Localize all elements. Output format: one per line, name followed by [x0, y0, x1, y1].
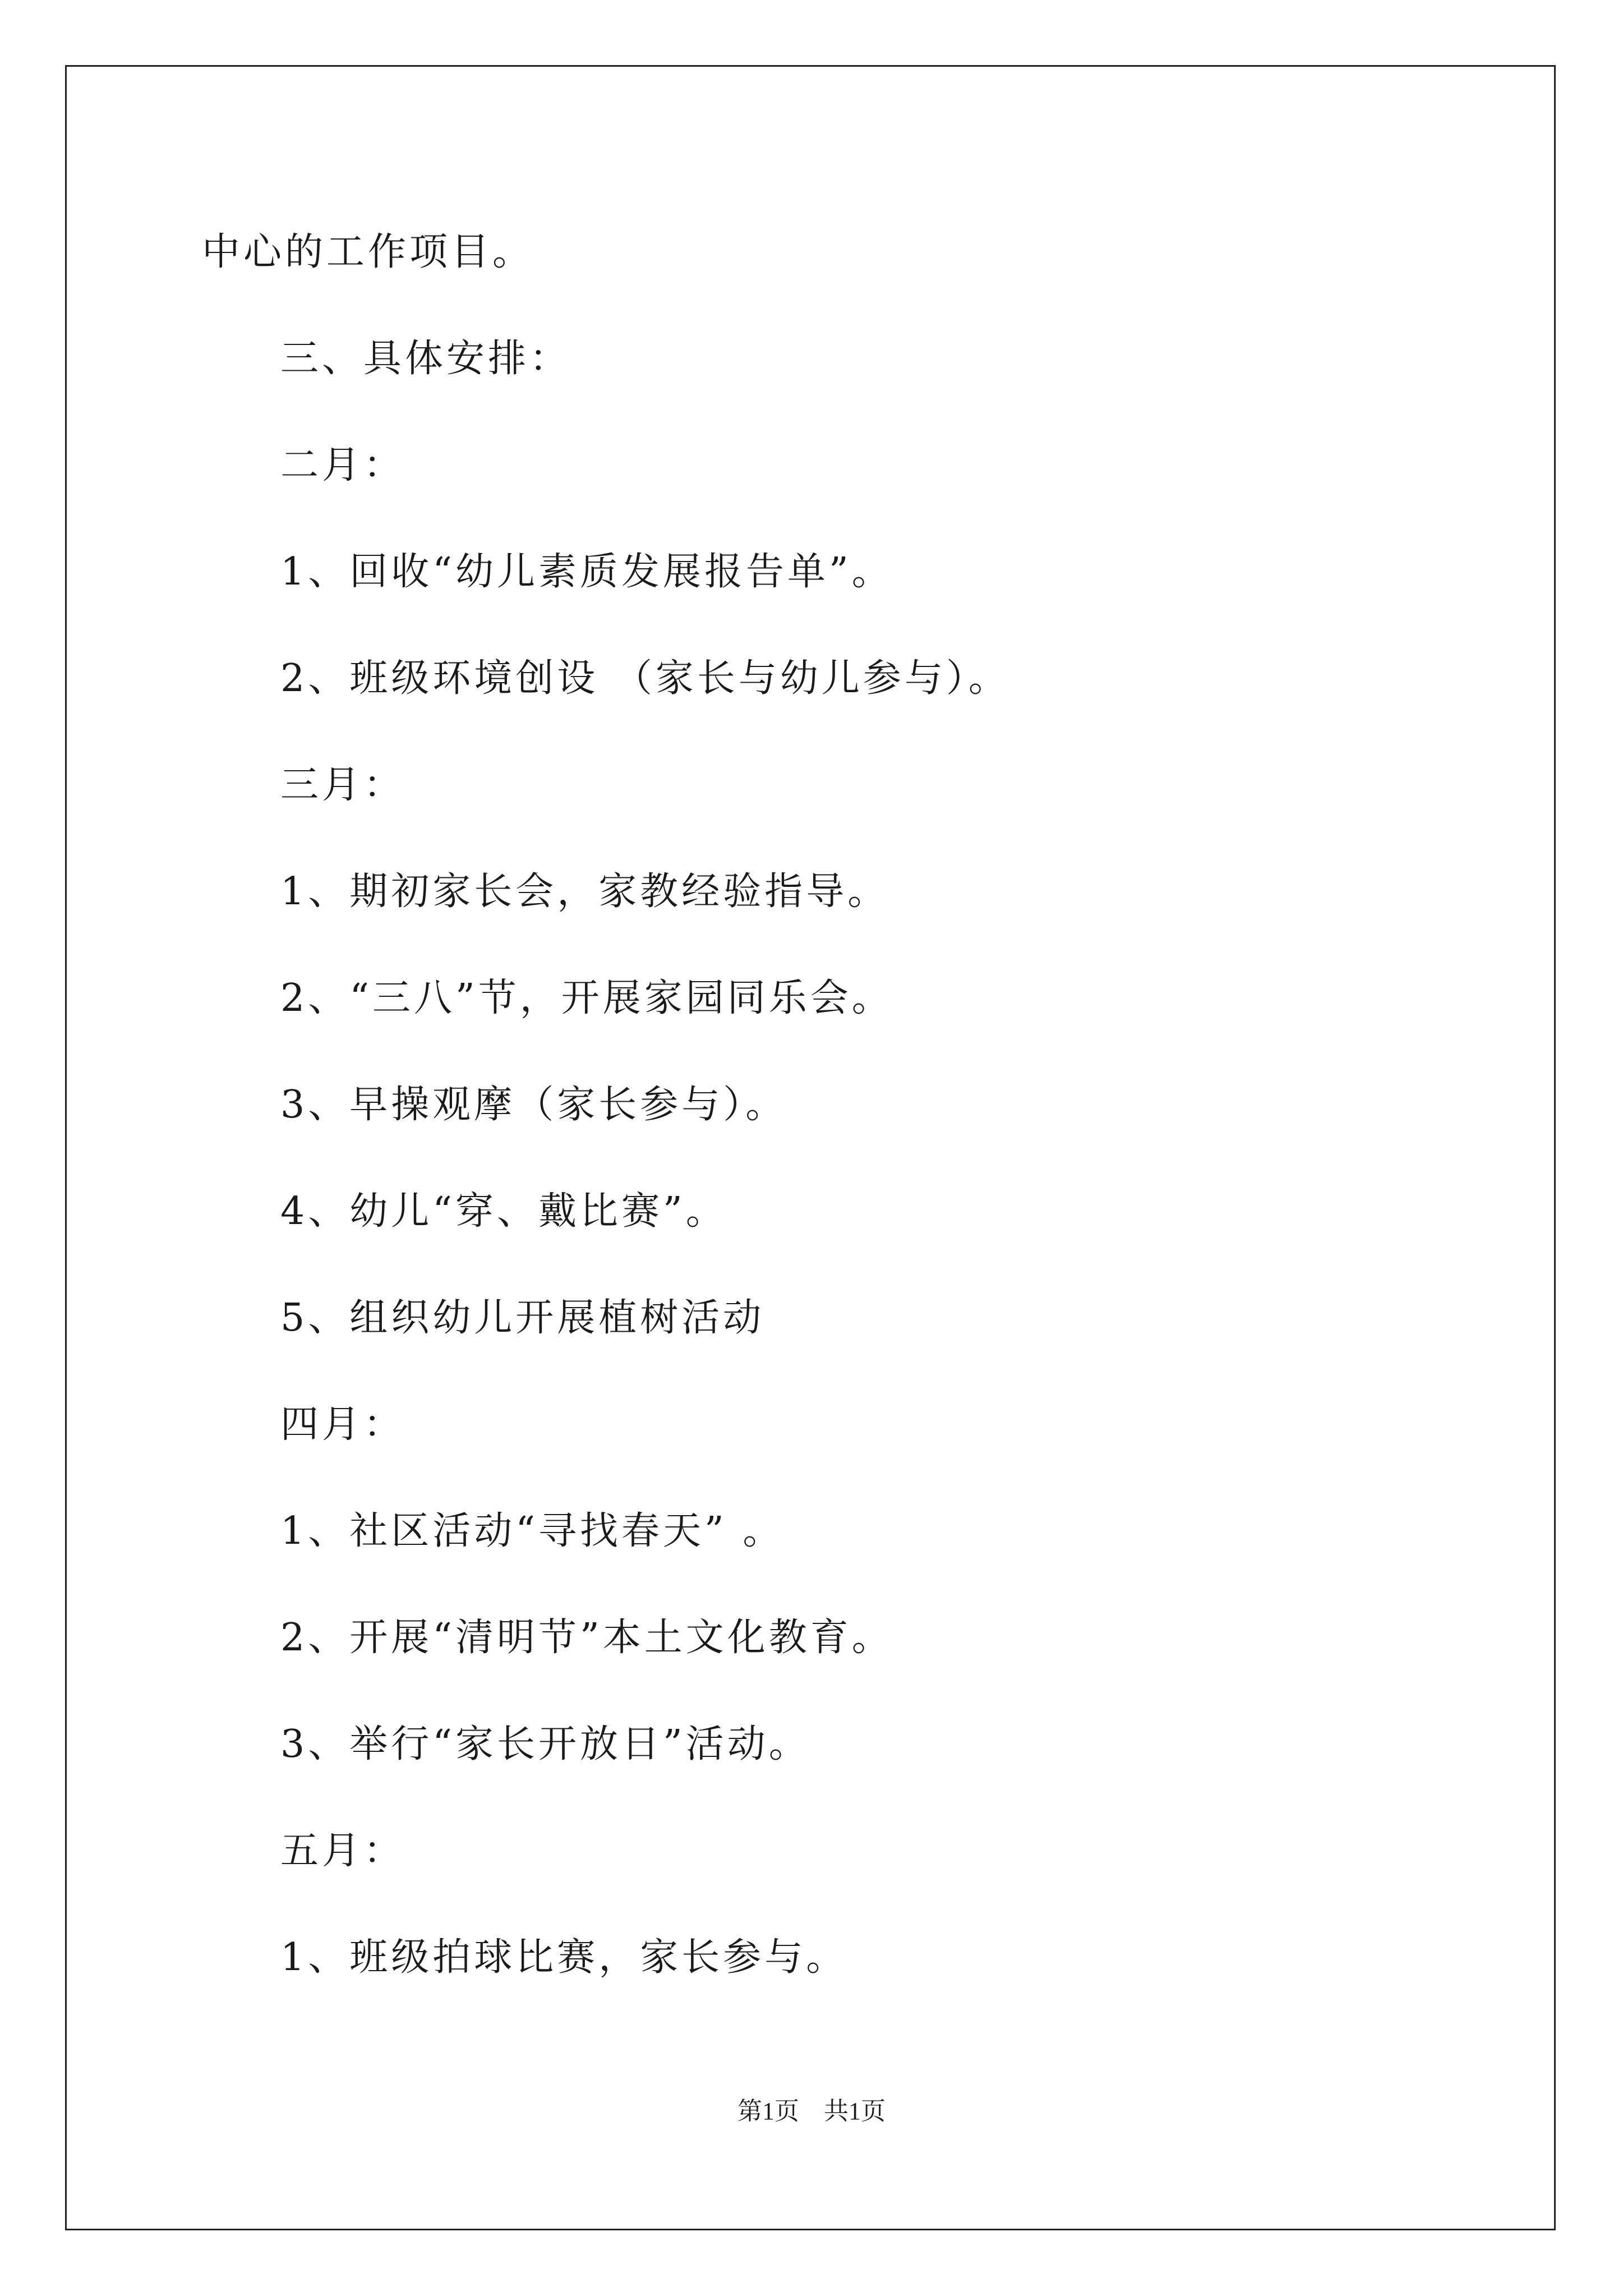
month-heading-may: 五月：: [280, 1829, 405, 1873]
month-heading-march: 三月：: [280, 763, 405, 807]
list-item-apr-3: 3、举行“家长开放日”活动。: [280, 1722, 810, 1766]
list-item-apr-2: 2、开展“清明节”本土文化教育。: [280, 1616, 893, 1660]
list-item-feb-2: 2、班级环境创设 （家长与幼儿参与）。: [280, 656, 1010, 701]
month-heading-april: 四月：: [280, 1402, 405, 1447]
text-line-intro: 中心的工作项目。: [202, 230, 534, 274]
list-item-mar-2: 2、“三八”节，开展家园同乐会。: [280, 976, 893, 1020]
page-border: [65, 65, 1556, 2230]
list-item-may-1: 1、班级拍球比赛，家长参与。: [280, 1935, 848, 1980]
list-item-mar-1: 1、期初家长会，家教经验指导。: [280, 869, 889, 914]
list-item-feb-1: 1、回收“幼儿素质发展报告单”。: [280, 550, 893, 594]
list-item-mar-5: 5、组织幼儿开展植树活动: [280, 1296, 765, 1340]
page-footer: 第1页 共1页: [737, 2097, 886, 2125]
month-heading-february: 二月：: [280, 443, 405, 487]
list-item-mar-3: 3、早操观摩（家长参与）。: [280, 1083, 787, 1127]
list-item-mar-4: 4、幼儿“穿、戴比赛”。: [280, 1189, 727, 1234]
section-heading-schedule: 三、具体安排：: [280, 337, 571, 381]
list-item-apr-1: 1、社区活动“寻找春天” 。: [280, 1509, 785, 1553]
